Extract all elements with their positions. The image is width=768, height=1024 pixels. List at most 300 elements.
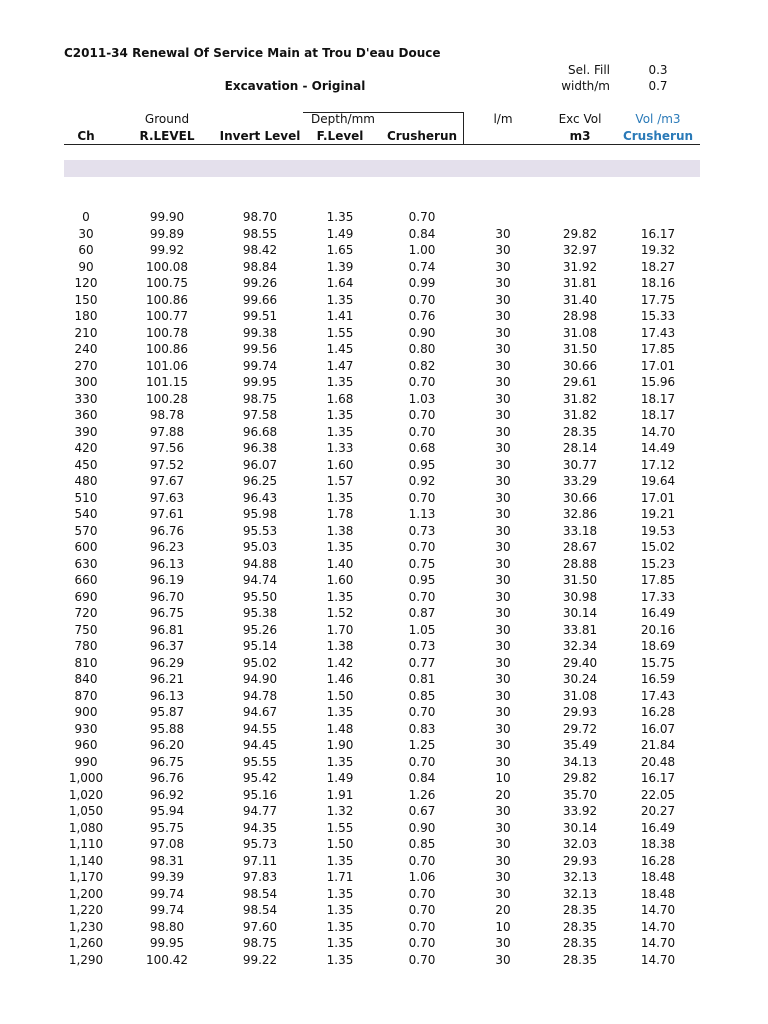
cell-f-level: 1.35 <box>326 490 354 505</box>
cell-crusherun: 0.67 <box>408 804 436 818</box>
cell-lm: 30 <box>495 490 511 505</box>
cell-vol-crusherun: 15.96 <box>640 375 676 389</box>
cell-ch: 510 <box>74 490 98 505</box>
cell-r-level: 97.56 <box>149 441 185 455</box>
table-row <box>0 539 768 556</box>
cell-lm: 20 <box>495 787 511 802</box>
cell-lm: 30 <box>495 309 511 323</box>
table-row <box>0 886 768 903</box>
cell-ch: 390 <box>74 424 98 439</box>
cell-invert-level: 97.60 <box>242 919 278 934</box>
cell-lm: 30 <box>495 672 511 686</box>
cell-crusherun: 0.90 <box>408 820 436 835</box>
cell-f-level: 1.39 <box>326 259 354 274</box>
table-row <box>0 259 768 276</box>
cell-ch: 90 <box>78 259 94 274</box>
cell-f-level: 1.47 <box>326 358 354 373</box>
cell-crusherun: 0.75 <box>408 556 436 571</box>
cell-r-level: 99.89 <box>149 226 185 241</box>
table-row <box>0 754 768 771</box>
document-title: C2011-34 Renewal Of Service Main at Trou D'eau Douce <box>64 46 441 60</box>
cell-ch: 0 <box>82 210 90 224</box>
cell-f-level: 1.71 <box>326 870 354 884</box>
cell-invert-level: 95.16 <box>242 787 278 802</box>
cell-vol-crusherun: 16.49 <box>640 606 676 620</box>
cell-invert-level: 98.54 <box>242 886 278 901</box>
table-row <box>0 490 768 507</box>
cell-crusherun: 0.84 <box>408 226 436 241</box>
cell-ch: 780 <box>74 639 98 653</box>
table-row <box>0 440 768 457</box>
cell-r-level: 96.29 <box>149 655 185 670</box>
cell-exc-vol: 31.40 <box>562 292 598 307</box>
cell-ch: 540 <box>74 507 98 521</box>
cell-f-level: 1.41 <box>326 309 354 323</box>
cell-exc-vol: 32.97 <box>562 243 598 257</box>
cell-r-level: 99.92 <box>149 243 185 257</box>
cell-crusherun: 0.92 <box>408 474 436 488</box>
cell-vol-crusherun: 14.70 <box>640 952 676 967</box>
cell-r-level: 96.81 <box>149 622 185 637</box>
cell-crusherun: 0.70 <box>408 936 436 950</box>
width-value: 0.7 <box>648 79 668 93</box>
cell-vol-crusherun: 18.17 <box>640 391 676 406</box>
cell-invert-level: 98.55 <box>242 226 278 241</box>
sel-fill-label: Sel. Fill <box>568 63 610 77</box>
cell-vol-crusherun: 14.49 <box>640 441 676 455</box>
table-row <box>0 688 768 705</box>
cell-f-level: 1.91 <box>326 787 354 802</box>
cell-f-level: 1.35 <box>326 589 354 604</box>
cell-vol-crusherun: 16.17 <box>640 226 676 241</box>
cell-f-level: 1.55 <box>326 820 354 835</box>
cell-crusherun: 1.25 <box>408 738 436 752</box>
cell-crusherun: 0.81 <box>408 672 436 686</box>
cell-crusherun: 0.87 <box>408 606 436 620</box>
cell-r-level: 96.75 <box>149 606 185 620</box>
cell-exc-vol: 32.86 <box>562 507 598 521</box>
cell-ch: 1,230 <box>68 919 104 934</box>
cell-lm: 20 <box>495 903 511 917</box>
cell-crusherun: 0.70 <box>408 210 436 224</box>
table-row <box>0 919 768 936</box>
cell-invert-level: 99.95 <box>242 375 278 389</box>
cell-vol-crusherun: 18.48 <box>640 886 676 901</box>
table-row <box>0 523 768 540</box>
cell-ch: 960 <box>74 738 98 752</box>
table-row <box>0 770 768 787</box>
header-rule <box>64 144 700 145</box>
header-f-level: F.Level <box>316 129 364 143</box>
cell-f-level: 1.57 <box>326 474 354 488</box>
header-r-level: R.LEVEL <box>139 129 195 143</box>
cell-ch: 1,050 <box>68 804 104 818</box>
cell-crusherun: 0.77 <box>408 655 436 670</box>
cell-exc-vol: 30.98 <box>562 589 598 604</box>
cell-f-level: 1.78 <box>326 507 354 521</box>
cell-lm: 30 <box>495 573 511 587</box>
cell-lm: 30 <box>495 408 511 422</box>
cell-exc-vol: 29.93 <box>562 705 598 719</box>
cell-f-level: 1.38 <box>326 523 354 538</box>
cell-invert-level: 99.74 <box>242 358 278 373</box>
cell-ch: 570 <box>74 523 98 538</box>
cell-vol-crusherun: 18.48 <box>640 870 676 884</box>
cell-ch: 930 <box>74 721 98 736</box>
cell-vol-crusherun: 17.43 <box>640 325 676 340</box>
cell-lm: 30 <box>495 952 511 967</box>
header-crusherun: Crusherun <box>386 129 458 143</box>
cell-invert-level: 94.55 <box>242 721 278 736</box>
cell-f-level: 1.46 <box>326 672 354 686</box>
cell-f-level: 1.49 <box>326 771 354 785</box>
cell-exc-vol: 28.88 <box>562 556 598 571</box>
cell-vol-crusherun: 15.02 <box>640 540 676 554</box>
cell-ch: 810 <box>74 655 98 670</box>
cell-crusherun: 1.26 <box>408 787 436 802</box>
cell-crusherun: 0.99 <box>408 276 436 290</box>
table-row <box>0 325 768 342</box>
cell-r-level: 99.74 <box>149 903 185 917</box>
cell-invert-level: 99.22 <box>242 952 278 967</box>
cell-r-level: 96.75 <box>149 754 185 769</box>
cell-vol-crusherun: 17.85 <box>640 573 676 587</box>
cell-r-level: 98.31 <box>149 853 185 868</box>
cell-exc-vol: 29.40 <box>562 655 598 670</box>
cell-r-level: 96.19 <box>149 573 185 587</box>
table-row <box>0 605 768 622</box>
cell-crusherun: 0.90 <box>408 325 436 340</box>
cell-lm: 10 <box>495 919 511 934</box>
cell-lm: 30 <box>495 540 511 554</box>
cell-lm: 30 <box>495 441 511 455</box>
table-row <box>0 358 768 375</box>
cell-exc-vol: 34.13 <box>562 754 598 769</box>
cell-f-level: 1.35 <box>326 408 354 422</box>
cell-exc-vol: 28.67 <box>562 540 598 554</box>
table-row <box>0 209 768 226</box>
table-row <box>0 275 768 292</box>
cell-ch: 600 <box>74 540 98 554</box>
table-row <box>0 556 768 573</box>
sheet-subtitle: Excavation - Original <box>224 79 366 93</box>
cell-lm: 30 <box>495 276 511 290</box>
cell-vol-crusherun: 18.27 <box>640 259 676 274</box>
cell-ch: 60 <box>78 243 94 257</box>
cell-invert-level: 94.45 <box>242 738 278 752</box>
cell-ch: 480 <box>74 474 98 488</box>
cell-exc-vol: 32.13 <box>562 870 598 884</box>
cell-invert-level: 94.90 <box>242 672 278 686</box>
cell-crusherun: 0.70 <box>408 919 436 934</box>
cell-lm: 30 <box>495 391 511 406</box>
cell-r-level: 95.94 <box>149 804 185 818</box>
header-crusherun-vol: Crusherun <box>622 129 694 143</box>
cell-ch: 1,110 <box>68 837 104 851</box>
cell-r-level: 95.88 <box>149 721 185 736</box>
cell-invert-level: 94.67 <box>242 705 278 719</box>
cell-exc-vol: 30.66 <box>562 490 598 505</box>
cell-f-level: 1.50 <box>326 837 354 851</box>
table-row <box>0 935 768 952</box>
cell-vol-crusherun: 14.70 <box>640 424 676 439</box>
cell-lm: 30 <box>495 705 511 719</box>
table-row <box>0 853 768 870</box>
cell-ch: 660 <box>74 573 98 587</box>
cell-f-level: 1.32 <box>326 804 354 818</box>
cell-f-level: 1.48 <box>326 721 354 736</box>
header-exc-vol: Exc Vol <box>558 112 602 126</box>
table-row <box>0 787 768 804</box>
cell-vol-crusherun: 19.32 <box>640 243 676 257</box>
cell-crusherun: 0.84 <box>408 771 436 785</box>
cell-exc-vol: 28.35 <box>562 903 598 917</box>
cell-invert-level: 97.11 <box>242 853 278 868</box>
cell-crusherun: 1.00 <box>408 243 436 257</box>
cell-ch: 450 <box>74 457 98 472</box>
cell-invert-level: 99.56 <box>242 342 278 356</box>
cell-f-level: 1.55 <box>326 325 354 340</box>
cell-exc-vol: 30.66 <box>562 358 598 373</box>
cell-exc-vol: 31.92 <box>562 259 598 274</box>
table-row <box>0 374 768 391</box>
cell-lm: 30 <box>495 820 511 835</box>
cell-crusherun: 0.70 <box>408 424 436 439</box>
cell-r-level: 101.15 <box>146 375 188 389</box>
cell-ch: 1,260 <box>68 936 104 950</box>
cell-r-level: 95.75 <box>149 820 185 835</box>
cell-lm: 30 <box>495 754 511 769</box>
cell-crusherun: 1.13 <box>408 507 436 521</box>
header-depth-group: Depth/mm <box>311 112 375 126</box>
table-row <box>0 292 768 309</box>
cell-exc-vol: 29.82 <box>562 771 598 785</box>
cell-crusherun: 0.70 <box>408 705 436 719</box>
cell-invert-level: 98.75 <box>242 391 278 406</box>
cell-vol-crusherun: 17.75 <box>640 292 676 307</box>
cell-r-level: 100.78 <box>146 325 188 340</box>
cell-r-level: 96.20 <box>149 738 185 752</box>
cell-ch: 120 <box>74 276 98 290</box>
cell-ch: 240 <box>74 342 98 356</box>
cell-f-level: 1.38 <box>326 639 354 653</box>
cell-ch: 300 <box>74 375 98 389</box>
shaded-band <box>64 160 700 177</box>
cell-r-level: 96.23 <box>149 540 185 554</box>
sel-fill-value: 0.3 <box>648 63 668 77</box>
cell-invert-level: 94.88 <box>242 556 278 571</box>
cell-crusherun: 0.73 <box>408 523 436 538</box>
cell-invert-level: 95.50 <box>242 589 278 604</box>
cell-exc-vol: 28.98 <box>562 309 598 323</box>
table-row <box>0 457 768 474</box>
cell-vol-crusherun: 17.85 <box>640 342 676 356</box>
cell-vol-crusherun: 17.01 <box>640 490 676 505</box>
table-row <box>0 622 768 639</box>
cell-r-level: 99.39 <box>149 870 185 884</box>
cell-r-level: 97.67 <box>149 474 185 488</box>
cell-invert-level: 95.55 <box>242 754 278 769</box>
cell-lm: 30 <box>495 688 511 703</box>
cell-invert-level: 98.70 <box>242 210 278 224</box>
cell-vol-crusherun: 14.70 <box>640 936 676 950</box>
cell-lm: 30 <box>495 292 511 307</box>
cell-exc-vol: 28.35 <box>562 952 598 967</box>
cell-vol-crusherun: 16.28 <box>640 705 676 719</box>
cell-invert-level: 99.66 <box>242 292 278 307</box>
table-row <box>0 655 768 672</box>
cell-f-level: 1.52 <box>326 606 354 620</box>
cell-exc-vol: 32.34 <box>562 639 598 653</box>
cell-r-level: 96.13 <box>149 688 185 703</box>
cell-vol-crusherun: 18.16 <box>640 276 676 290</box>
cell-r-level: 99.95 <box>149 936 185 950</box>
cell-f-level: 1.45 <box>326 342 354 356</box>
cell-crusherun: 0.80 <box>408 342 436 356</box>
cell-vol-crusherun: 22.05 <box>640 787 676 802</box>
cell-exc-vol: 31.08 <box>562 688 598 703</box>
cell-crusherun: 0.70 <box>408 754 436 769</box>
table-row <box>0 391 768 408</box>
header-ground: Ground <box>144 112 190 126</box>
cell-r-level: 97.63 <box>149 490 185 505</box>
cell-r-level: 96.21 <box>149 672 185 686</box>
table-row <box>0 473 768 490</box>
cell-vol-crusherun: 21.84 <box>640 738 676 752</box>
cell-lm: 30 <box>495 622 511 637</box>
cell-r-level: 98.80 <box>149 919 185 934</box>
table-row <box>0 407 768 424</box>
data-table <box>0 209 768 968</box>
cell-r-level: 100.75 <box>146 276 188 290</box>
cell-ch: 870 <box>74 688 98 703</box>
cell-f-level: 1.70 <box>326 622 354 637</box>
cell-lm: 30 <box>495 507 511 521</box>
cell-exc-vol: 35.49 <box>562 738 598 752</box>
header-ch: Ch <box>77 129 95 143</box>
cell-r-level: 100.28 <box>146 391 188 406</box>
cell-invert-level: 95.38 <box>242 606 278 620</box>
cell-crusherun: 0.70 <box>408 853 436 868</box>
cell-vol-crusherun: 18.17 <box>640 408 676 422</box>
cell-vol-crusherun: 20.48 <box>640 754 676 769</box>
cell-crusherun: 0.70 <box>408 375 436 389</box>
cell-f-level: 1.35 <box>326 210 354 224</box>
cell-invert-level: 96.25 <box>242 474 278 488</box>
cell-exc-vol: 28.35 <box>562 424 598 439</box>
cell-vol-crusherun: 19.21 <box>640 507 676 521</box>
cell-vol-crusherun: 15.75 <box>640 655 676 670</box>
cell-vol-crusherun: 18.38 <box>640 837 676 851</box>
cell-invert-level: 94.78 <box>242 688 278 703</box>
cell-r-level: 97.08 <box>149 837 185 851</box>
header-vol-m3: Vol /m3 <box>635 112 681 126</box>
cell-ch: 420 <box>74 441 98 455</box>
cell-exc-vol: 29.82 <box>562 226 598 241</box>
cell-r-level: 96.76 <box>149 771 185 785</box>
table-row <box>0 572 768 589</box>
cell-crusherun: 0.70 <box>408 292 436 307</box>
cell-r-level: 101.06 <box>146 358 188 373</box>
cell-ch: 1,220 <box>68 903 104 917</box>
cell-crusherun: 1.05 <box>408 622 436 637</box>
cell-invert-level: 99.51 <box>242 309 278 323</box>
cell-ch: 990 <box>74 754 98 769</box>
cell-f-level: 1.35 <box>326 919 354 934</box>
cell-exc-vol: 33.29 <box>562 474 598 488</box>
cell-lm: 30 <box>495 837 511 851</box>
cell-crusherun: 0.68 <box>408 441 436 455</box>
cell-crusherun: 0.95 <box>408 457 436 472</box>
cell-ch: 630 <box>74 556 98 571</box>
cell-r-level: 96.92 <box>149 787 185 802</box>
cell-vol-crusherun: 15.33 <box>640 309 676 323</box>
table-row <box>0 589 768 606</box>
header-invert-level: Invert Level <box>219 129 301 143</box>
cell-f-level: 1.35 <box>326 903 354 917</box>
cell-f-level: 1.49 <box>326 226 354 241</box>
cell-ch: 750 <box>74 622 98 637</box>
cell-lm: 30 <box>495 589 511 604</box>
table-row <box>0 721 768 738</box>
cell-vol-crusherun: 16.07 <box>640 721 676 736</box>
cell-vol-crusherun: 20.16 <box>640 622 676 637</box>
cell-ch: 330 <box>74 391 98 406</box>
cell-exc-vol: 31.82 <box>562 391 598 406</box>
cell-exc-vol: 29.61 <box>562 375 598 389</box>
cell-invert-level: 97.83 <box>242 870 278 884</box>
table-row <box>0 836 768 853</box>
cell-exc-vol: 33.18 <box>562 523 598 538</box>
cell-crusherun: 0.73 <box>408 639 436 653</box>
cell-ch: 720 <box>74 606 98 620</box>
cell-invert-level: 95.03 <box>242 540 278 554</box>
cell-vol-crusherun: 14.70 <box>640 919 676 934</box>
cell-invert-level: 95.73 <box>242 837 278 851</box>
cell-exc-vol: 33.92 <box>562 804 598 818</box>
cell-vol-crusherun: 17.12 <box>640 457 676 472</box>
cell-crusherun: 0.76 <box>408 309 436 323</box>
table-row <box>0 671 768 688</box>
cell-vol-crusherun: 18.69 <box>640 639 676 653</box>
cell-lm: 30 <box>495 721 511 736</box>
cell-lm: 30 <box>495 375 511 389</box>
cell-f-level: 1.90 <box>326 738 354 752</box>
cell-lm: 30 <box>495 474 511 488</box>
cell-crusherun: 0.83 <box>408 721 436 736</box>
cell-invert-level: 94.77 <box>242 804 278 818</box>
cell-r-level: 99.74 <box>149 886 185 901</box>
cell-crusherun: 0.70 <box>408 490 436 505</box>
cell-invert-level: 94.74 <box>242 573 278 587</box>
cell-ch: 1,020 <box>68 787 104 802</box>
cell-invert-level: 94.35 <box>242 820 278 835</box>
cell-lm: 30 <box>495 457 511 472</box>
cell-ch: 30 <box>78 226 94 241</box>
cell-f-level: 1.35 <box>326 952 354 967</box>
cell-crusherun: 0.70 <box>408 589 436 604</box>
cell-lm: 30 <box>495 424 511 439</box>
cell-r-level: 98.78 <box>149 408 185 422</box>
cell-invert-level: 95.98 <box>242 507 278 521</box>
cell-lm: 30 <box>495 358 511 373</box>
cell-f-level: 1.65 <box>326 243 354 257</box>
table-row <box>0 638 768 655</box>
header-lm: l/m <box>493 112 513 126</box>
cell-crusherun: 1.06 <box>408 870 436 884</box>
cell-r-level: 96.70 <box>149 589 185 604</box>
cell-exc-vol: 29.72 <box>562 721 598 736</box>
